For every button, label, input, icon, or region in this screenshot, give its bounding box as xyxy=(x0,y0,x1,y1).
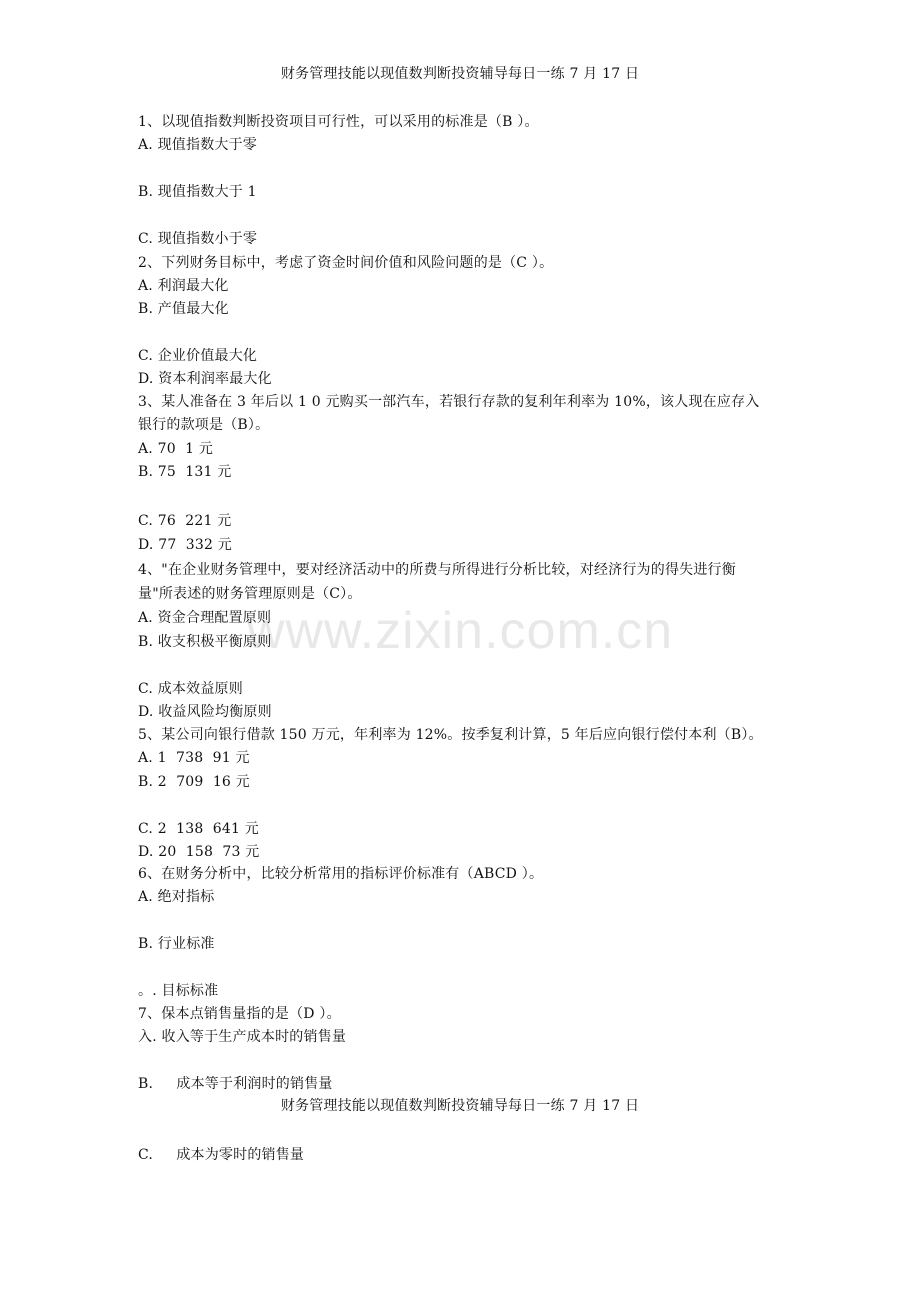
question-4-option-c: C. 成本效益原则 xyxy=(138,681,243,697)
question-1-option-c: C. 现值指数小于零 xyxy=(138,231,258,247)
question-1-option-b: B. 现值指数大于 1 xyxy=(138,184,257,200)
question-3-option-b: B. 75 131 元 xyxy=(138,464,232,480)
question-5-option-c: C. 2 138 641 元 xyxy=(138,821,259,837)
question-4-stem: 4、"在企业财务管理中，要对经济活动中的所费与所得进行分析比较，对经济行为的得失进行衡 xyxy=(138,562,736,578)
question-6-stem: 6、在财务分析中，比较分析常用的指标评价标准有（ABCD ）。 xyxy=(138,866,544,882)
question-3-option-c: C. 76 221 元 xyxy=(138,513,232,529)
question-4-option-d: D. 收益风险均衡原则 xyxy=(138,704,272,720)
watermark: www.zixin.com.cn xyxy=(246,602,674,660)
question-6-option-a: A. 绝对指标 xyxy=(138,889,215,905)
question-2-option-b: B. 产值最大化 xyxy=(138,301,229,317)
question-4-stem-cont: 量"所表述的财务管理原则是（C）。 xyxy=(138,586,362,602)
question-1-option-a: A. 现值指数大于零 xyxy=(138,137,258,153)
question-5-option-d: D. 20 158 73 元 xyxy=(138,844,260,860)
question-5-option-b: B. 2 709 16 元 xyxy=(138,774,250,790)
question-6-option-b: B. 行业标准 xyxy=(138,936,215,952)
question-3-stem: 3、某人准备在 3 年后以 1 0 元购买一部汽车，若银行存款的复利年利率为 10%，该人现在应存入 xyxy=(138,394,760,410)
question-5-option-a: A. 1 738 91 元 xyxy=(138,750,250,766)
question-7-option-b: B. 成本等于利润时的销售量 xyxy=(138,1076,333,1092)
question-6-option-c: 。. 目标标准 xyxy=(138,983,219,999)
question-3-stem-cont: 银行的款项是（B）。 xyxy=(138,417,270,433)
question-3-option-a: A. 70 1 元 xyxy=(138,441,214,457)
question-4-option-a: A. 资金合理配置原则 xyxy=(138,610,272,626)
question-2-option-c: C. 企业价值最大化 xyxy=(138,348,258,364)
question-5-stem: 5、某公司向银行借款 150 万元，年利率为 12%。按季复利计算，5 年后应向银行偿付本利（B）。 xyxy=(138,727,763,743)
page-header-title: 财务管理技能以现值数判断投资辅导每日一练 7 月 17 日 xyxy=(280,66,640,82)
question-4-option-b: B. 收支积极平衡原则 xyxy=(138,634,272,650)
question-7-option-a: 入. 收入等于生产成本时的销售量 xyxy=(138,1029,347,1045)
question-1-stem: 1、以现值指数判断投资项目可行性，可以采用的标准是（B ）。 xyxy=(138,114,539,130)
question-2-option-d: D. 资本利润率最大化 xyxy=(138,371,272,387)
question-7-option-c: C. 成本为零时的销售量 xyxy=(138,1147,305,1163)
question-3-option-d: D. 77 332 元 xyxy=(138,537,232,553)
page-footer-title: 财务管理技能以现值数判断投资辅导每日一练 7 月 17 日 xyxy=(280,1098,640,1114)
question-7-stem: 7、保本点销售量指的是（D ）。 xyxy=(138,1006,341,1022)
question-2-stem: 2、下列财务目标中，考虑了资金时间价值和风险问题的是（C ）。 xyxy=(138,255,554,271)
question-2-option-a: A. 利润最大化 xyxy=(138,278,229,294)
